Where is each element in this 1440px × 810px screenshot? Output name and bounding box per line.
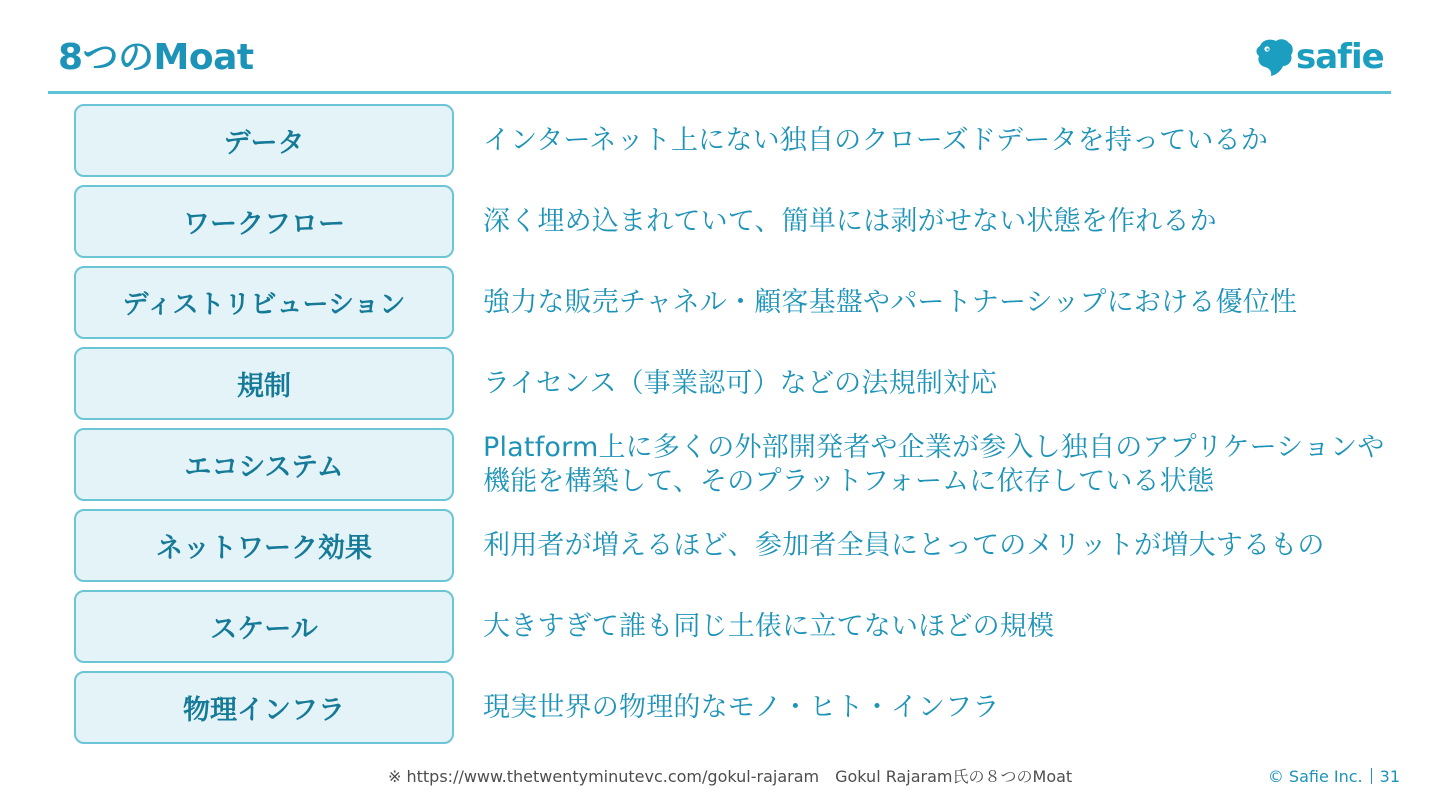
page-number: 31 bbox=[1379, 767, 1400, 786]
safie-logo bbox=[1254, 34, 1384, 80]
logo-wordmark: safie bbox=[1296, 37, 1384, 77]
moat-label: エコシステム bbox=[74, 428, 454, 501]
moat-label: スケール bbox=[74, 590, 454, 663]
moat-label: 物理インフラ bbox=[74, 671, 454, 744]
moat-description: インターネット上にない独自のクローズドデータを持っているか bbox=[483, 124, 1269, 156]
moat-description: Platform上に多くの外部開発者や企業が参入し独自のアプリケーションや機能を構築して、そのプラットフォームに依存している状態 bbox=[483, 431, 1385, 497]
source-note: ※ https://www.thetwentyminutevc.com/gokul-rajaram Gokul Rajaram氏の８つのMoat bbox=[388, 767, 1073, 786]
moat-description: 深く埋め込まれていて、簡単には剥がせない状態を作れるか bbox=[483, 205, 1217, 237]
slide-footer bbox=[1268, 766, 1400, 788]
footer-separator bbox=[1371, 768, 1372, 784]
title-divider bbox=[48, 91, 1391, 94]
safie-mascot-icon bbox=[1254, 36, 1294, 78]
moat-description: 利用者が増えるほど、参加者全員にとってのメリットが増大するもの bbox=[483, 529, 1325, 561]
moat-label: データ bbox=[74, 104, 454, 177]
moat-label: ディストリビューション bbox=[74, 266, 454, 339]
moat-description: 強力な販売チャネル・顧客基盤やパートナーシップにおける優位性 bbox=[483, 286, 1298, 318]
moat-description: 大きすぎて誰も同じ土俵に立てないほどの規模 bbox=[483, 610, 1055, 642]
moat-label: ネットワーク効果 bbox=[74, 509, 454, 582]
moat-description: ライセンス（事業認可）などの法規制対応 bbox=[483, 367, 998, 399]
copyright: © Safie Inc. bbox=[1267, 767, 1363, 786]
moat-description: 現実世界の物理的なモノ・ヒト・インフラ bbox=[483, 691, 1000, 723]
moat-label: ワークフロー bbox=[74, 185, 454, 258]
slide-title: 8つのMoat bbox=[58, 37, 254, 78]
moat-label: 規制 bbox=[74, 347, 454, 420]
